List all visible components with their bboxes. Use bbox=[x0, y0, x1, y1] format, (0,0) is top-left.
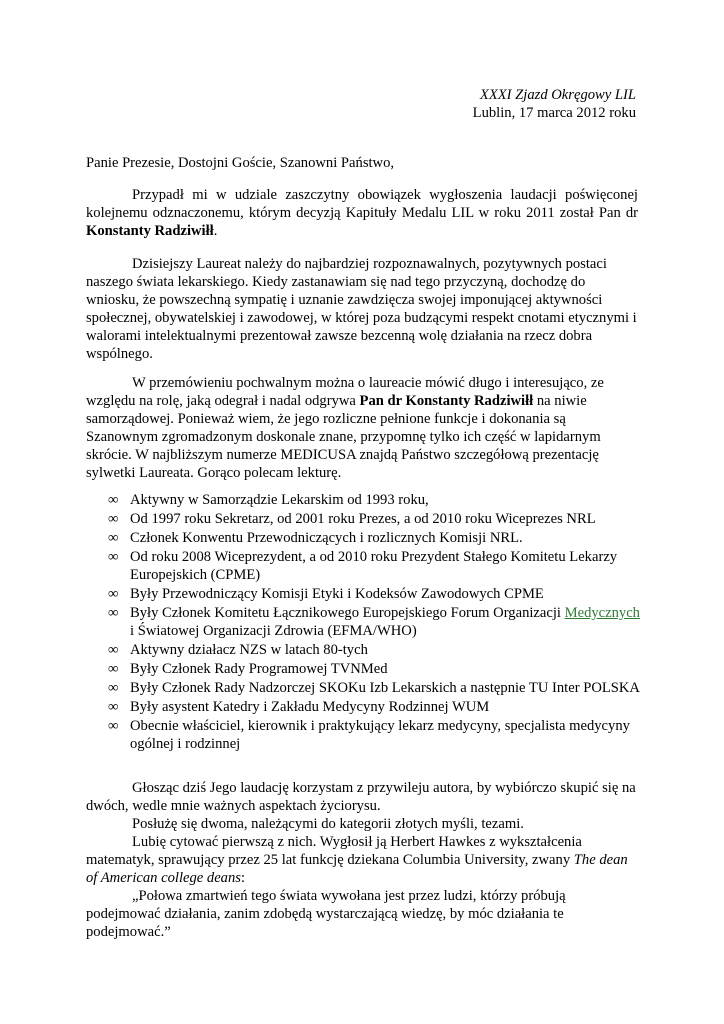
paragraph-intro-end: . bbox=[213, 223, 218, 239]
laureate-name: Konstanty Radziwiłł bbox=[86, 223, 214, 239]
hawkes-quote: „Połowa zmartwień tego świata wywołana jest przez ludzi, którzy próbują podejmować działania, zanim zdobędą wystarczającą wiedzę, by móc działania te podejmować.” bbox=[86, 888, 566, 940]
list-item bbox=[108, 679, 640, 697]
list-item-text: Aktywny działacz NZS w latach 80-tych bbox=[130, 642, 368, 658]
list-item-text: Były asystent Katedry i Zakładu Medycyny Rodzinnej WUM bbox=[130, 699, 490, 715]
paragraph-intro bbox=[86, 186, 638, 240]
list-item-text: Obecnie właściciel, kierownik i praktykujący lekarz medycyny, specjalista medycyny ogólnej i rodzinnej bbox=[130, 718, 630, 752]
paragraph-speech bbox=[86, 374, 638, 482]
closing-paragraph-3-text: Lubię cytować pierwszą z nich. Wygłosił ją Herbert Hawkes z wykształcenia matematyk, sprawujący przez 25 lat funkcję dziekana Columbia University, zwany bbox=[86, 834, 582, 868]
list-item-text: Były Członek Rady Nadzorczej SKOKu Izb Lekarskich a następnie TU Inter POLSKA bbox=[130, 680, 640, 696]
infinity-bullet-icon: ∞ bbox=[108, 492, 119, 508]
list-item-text: Członek Konwentu Przewodniczących i rozlicznych Komisji NRL. bbox=[130, 530, 523, 546]
dean-nickname: The dean of American college deans bbox=[86, 852, 628, 886]
list-item-text: Były Członek Rady Programowej TVNMed bbox=[130, 661, 388, 677]
infinity-bullet-icon: ∞ bbox=[108, 642, 119, 658]
list-item bbox=[108, 660, 640, 678]
list-item bbox=[108, 641, 640, 659]
list-item-text: Od roku 2008 Wiceprezydent, a od 2010 roku Prezydent Stałego Komitetu Lekarzy Europejskich (CPME) bbox=[130, 549, 618, 583]
infinity-bullet-icon: ∞ bbox=[108, 605, 119, 621]
closing-section bbox=[86, 779, 638, 941]
infinity-bullet-icon: ∞ bbox=[108, 586, 119, 602]
closing-paragraph-3 bbox=[86, 833, 638, 887]
list-item bbox=[108, 491, 640, 509]
infinity-bullet-icon: ∞ bbox=[108, 718, 119, 734]
paragraph-speech-end: na niwie samorządowej. Ponieważ wiem, że jego rozliczne pełnione funkcje i dokonania są Szanownym zgromadzonym doskonale znane, przypomnę tylko ich część w lapidarnym skrócie. W najbliższym numerze MEDICUSA znajdą Państwo szczegółową prezentację sylwetki Laureata. Gorąco polecam lekturę. bbox=[86, 393, 601, 481]
closing-paragraph-3-end: : bbox=[240, 870, 246, 886]
list-item bbox=[108, 529, 640, 547]
list-item-text: Od 1997 roku Sekretarz, od 2001 roku Prezes, a od 2010 roku Wiceprezes NRL bbox=[130, 511, 596, 527]
letter-header bbox=[473, 86, 636, 122]
list-item bbox=[108, 585, 640, 603]
infinity-bullet-icon: ∞ bbox=[108, 511, 119, 527]
infinity-bullet-icon: ∞ bbox=[108, 530, 119, 546]
closing-paragraph-2: Posłużę się dwoma, należącymi do kategorii złotych myśli, tezami. bbox=[132, 816, 524, 832]
laureate-full-name: Pan dr Konstanty Radziwiłł bbox=[359, 393, 534, 409]
infinity-bullet-icon: ∞ bbox=[108, 549, 119, 565]
list-item bbox=[108, 698, 640, 716]
header-event-title: XXXI Zjazd Okręgowy LIL bbox=[479, 87, 636, 103]
infinity-bullet-icon: ∞ bbox=[108, 661, 119, 677]
paragraph-intro-text: Przypadł mi w udziale zaszczytny obowiązek wygłoszenia laudacji poświęconej kolejnemu odznaczonemu, którym decyzją Kapituły Medalu LIL w roku 2011 został Pan dr bbox=[86, 187, 638, 221]
list-item bbox=[108, 548, 640, 584]
list-item bbox=[108, 717, 640, 753]
list-item-text-end: i Światowej Organizacji Zdrowia (EFMA/WHO) bbox=[130, 623, 417, 639]
infinity-bullet-icon: ∞ bbox=[108, 699, 119, 715]
list-item-text: Były Członek Komitetu Łącznikowego Europejskiego Forum Organizacji bbox=[130, 605, 565, 621]
closing-paragraph-1: Głosząc dziś Jego laudację korzystam z przywileju autora, by wybiórczo skupić się na dwóch, wedle mnie ważnych aspektach życiorysu. bbox=[86, 780, 636, 814]
list-item bbox=[108, 510, 640, 528]
list-item bbox=[108, 604, 640, 640]
achievements-list bbox=[108, 491, 640, 754]
salutation: Panie Prezesie, Dostojni Goście, Szanowni Państwo, bbox=[86, 155, 395, 171]
list-item-text: Były Przewodniczący Komisji Etyki i Kodeksów Zawodowych CPME bbox=[130, 586, 544, 602]
medycznych-link[interactable]: Medycznych bbox=[564, 605, 640, 621]
paragraph-laureate-description: Dzisiejszy Laureat należy do najbardziej rozpoznawalnych, pozytywnych postaci naszego świata lekarskiego. Kiedy zastanawiam się nad tego przyczyną, dochodzę do wniosku, że powszechną sympatię i uznanie zawdzięcza swojej imponującej aktywności społecznej, obywatelskiej i zawodowej, w której poza budzącymi respekt cnotami etycznymi i walorami intelektualnymi prezentował zawsze bezcenną wolę działania na rzecz dobra wspólnego. bbox=[86, 256, 637, 362]
paragraph-speech-text: W przemówieniu pochwalnym można o laureacie mówić długo i interesująco, ze względu na rolę, jaką odegrał i nadal odgrywa bbox=[86, 375, 604, 409]
infinity-bullet-icon: ∞ bbox=[108, 680, 119, 696]
header-place-date: Lublin, 17 marca 2012 roku bbox=[472, 105, 636, 121]
list-item-text: Aktywny w Samorządzie Lekarskim od 1993 roku, bbox=[130, 492, 429, 508]
